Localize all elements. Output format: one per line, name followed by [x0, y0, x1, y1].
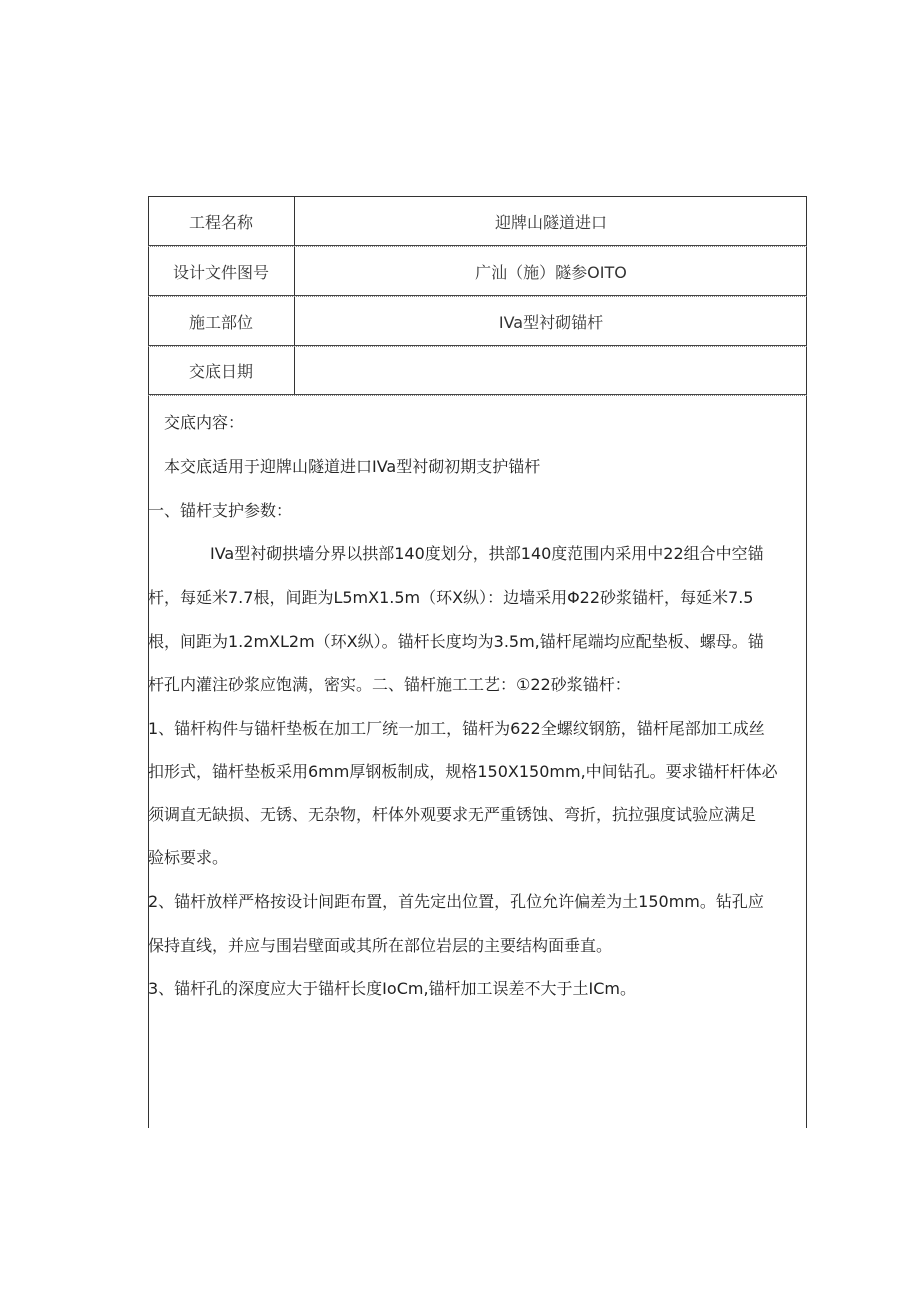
row-divider: [148, 394, 807, 396]
construction-part-label: 施工部位: [188, 312, 253, 332]
section-title: 一、锚杆支护参数：: [148, 501, 293, 520]
item1-line: 验标要求。: [148, 848, 229, 867]
design-drawing-value: 广汕（施）隧参OITO: [475, 262, 627, 282]
section1-line: IVa型衬砌拱墙分界以拱部140度划分，拱部140度范围内采用中22组合中空锚: [210, 544, 764, 563]
section1-line: 杆孔内灌注砂浆应饱满，密实。二、锚杆施工工艺：①22砂浆锚杆：: [148, 675, 631, 694]
item3-line: 3、锚杆孔的深度应大于锚杆长度IoCm,锚杆加工误差不大于土ICm。: [148, 979, 637, 998]
section1-line: 杆，每延米7.7根，间距为L5mX1.5m（环X纵）：边墙采用Φ22砂浆锚杆，每延米7.5: [148, 588, 754, 607]
section1-line: 根，间距为1.2mXL2m（环X纵）。锚杆长度均为3.5m,锚杆尾端均应配垫板、螺母。锚: [148, 632, 764, 651]
design-drawing-label: 设计文件图号: [172, 262, 269, 282]
project-name-value: 迎牌山隧道进口: [494, 212, 607, 232]
item1-line: 扣形式，锚杆垫板采用6mm厚钢板制成，规格150X150mm,中间钻孔。要求锚杆杆体必: [148, 762, 778, 781]
content-heading: 交底内容：: [164, 413, 245, 432]
item1-line: 须调直无缺损、无锈、无杂物，杆体外观要求无严重锈蚀、弯折，抗拉强度试验应满足: [148, 805, 757, 824]
item1-line: 1、锚杆构件与锚杆垫板在加工厂统一加工，锚杆为622全螺纹钢筋，锚杆尾部加工成丝: [148, 719, 765, 738]
project-name-label: 工程名称: [188, 212, 253, 232]
item2-line: 保持直线，并应与围岩壁面或其所在部位岩层的主要结构面垂直。: [148, 936, 613, 955]
item2-line: 2、锚杆放样严格按设计间距布置，首先定出位置，孔位允许偏差为土150mm。钻孔应: [148, 892, 764, 911]
content-intro: 本交底适用于迎牌山隧道进口IVa型衬砌初期支护锚杆: [164, 457, 541, 476]
disclosure-date-label: 交底日期: [188, 362, 253, 381]
disclosure-form: [148, 196, 807, 1128]
disclosure-date-value: [295, 347, 807, 394]
construction-part-value: IVa型衬砌锚杆: [498, 312, 604, 332]
